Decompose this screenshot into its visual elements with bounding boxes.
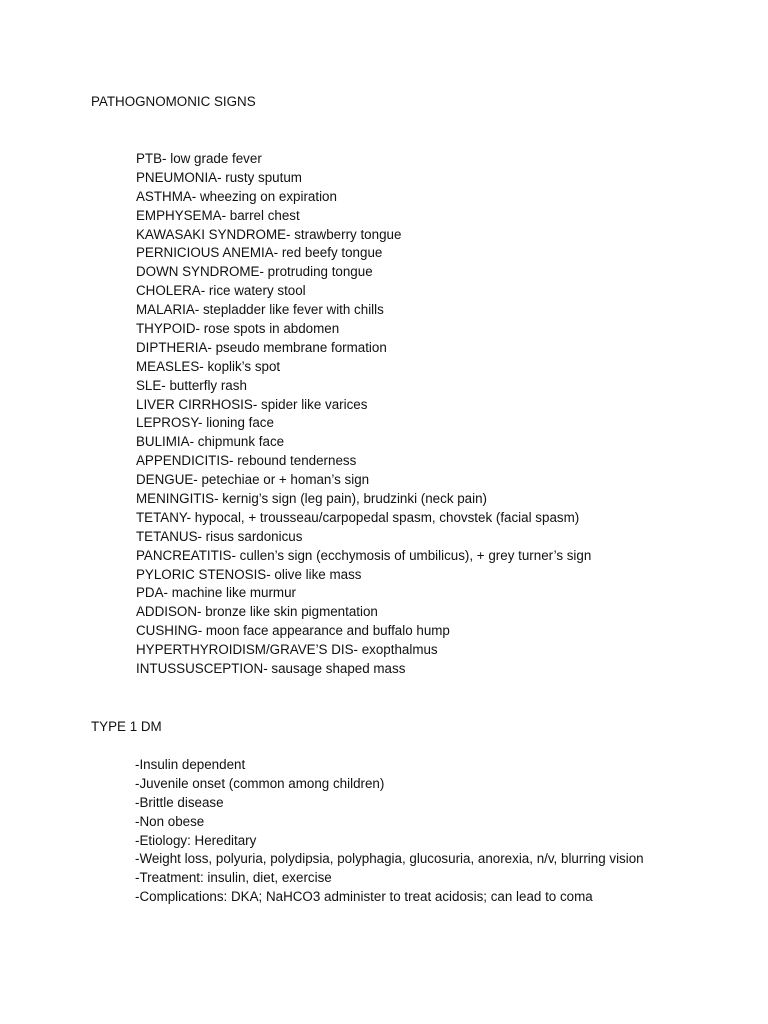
list-item-text: LIVER CIRRHOSIS- spider like varices <box>136 396 368 412</box>
list-item: -Etiology: Hereditary <box>135 832 257 848</box>
list-item: -Juvenile onset (common among children) <box>135 775 385 791</box>
list-item-text: PERNICIOUS ANEMIA- red beefy tongue <box>136 245 383 261</box>
list-item-text: TETANY- hypocal, + trousseau/carpopedal spasm, chovstek (facial spasm) <box>136 509 580 525</box>
list-item-text: DIPTHERIA- pseudo membrane formation <box>136 339 387 355</box>
list-item-text: MENINGITIS- kernig’s sign (leg pain), brudzinki (neck pain) <box>136 491 488 507</box>
list-item-text: APPENDICITIS- rebound tenderness <box>136 453 357 469</box>
list-item-text: MEASLES- koplik’s spot <box>136 358 281 374</box>
list-item-text: TETANUS- risus sardonicus <box>136 528 303 544</box>
list-item-text: ASTHMA- wheezing on expiration <box>136 188 337 204</box>
list-item-text: PTB- low grade fever <box>136 151 262 166</box>
list-item-text: KAWASAKI SYNDROME- strawberry tongue <box>136 226 402 242</box>
list-item-text: PYLORIC STENOSIS- olive like mass <box>136 566 362 582</box>
list-item: -Non obese <box>135 813 205 829</box>
list-item-text: THYPOID- rose spots in abdomen <box>136 321 340 337</box>
list-item-text: DOWN SYNDROME- protruding tongue <box>136 264 373 280</box>
list-item: -Weight loss, polyuria, polydipsia, polyphagia, glucosuria, anorexia, n/v, blurring vision <box>135 851 644 867</box>
list-item-text: PANCREATITIS- cullen’s sign (ecchymosis of umbilicus), + grey turner’s sign <box>136 547 592 563</box>
list-item: -Brittle disease <box>135 794 224 810</box>
list-item-text: HYPERTHYROIDISM/GRAVE’S DIS- exopthalmus <box>136 642 438 658</box>
list-item: -Treatment: insulin, diet, exercise <box>135 870 332 886</box>
list-item-text: BULIMIA- chipmunk face <box>136 434 285 450</box>
section-heading-pathognomonic-signs: PATHOGNOMONIC SIGNS <box>91 94 256 109</box>
list-item-text: DENGUE- petechiae or + homan’s sign <box>136 472 370 488</box>
list-item-text: ADDISON- bronze like skin pigmentation <box>136 604 378 620</box>
list-item-text: PDA- machine like murmur <box>136 585 296 601</box>
list-item-text: CHOLERA- rice watery stool <box>136 283 306 299</box>
section-heading-type-1-dm: TYPE 1 DM <box>91 719 162 734</box>
list-item-text: MALARIA- stepladder like fever with chills <box>136 302 384 318</box>
type-1-dm-list <box>135 756 644 907</box>
list-item: -Insulin dependent <box>135 757 246 772</box>
list-item-text: PNEUMONIA- rusty sputum <box>136 169 302 185</box>
list-item-text: SLE- butterfly rash <box>136 377 247 393</box>
list-item-text: CUSHING- moon face appearance and buffalo hump <box>136 623 450 639</box>
list-item-text: INTUSSUSCEPTION- sausage shaped mass <box>136 661 406 677</box>
list-item-text: EMPHYSEMA- barrel chest <box>136 207 300 223</box>
list-item-text: LEPROSY- lioning face <box>136 415 274 431</box>
list-item: -Complications: DKA; NaHCO3 administer to treat acidosis; can lead to coma <box>135 889 593 905</box>
